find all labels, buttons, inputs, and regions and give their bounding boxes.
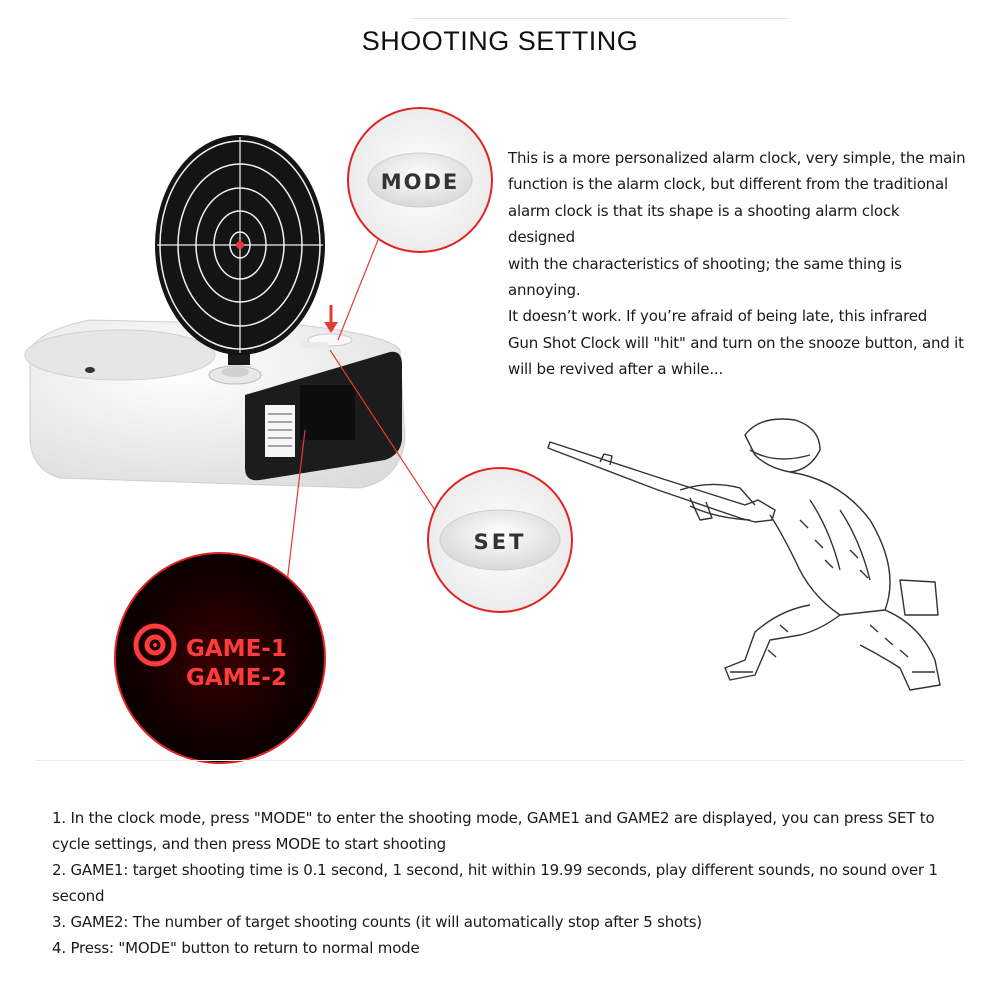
shooter-illustration (540, 410, 960, 700)
step-line: 4. Press: "MODE" button to return to normal mode (52, 939, 420, 957)
set-button-label: SET (473, 530, 527, 554)
title-rule (410, 18, 790, 19)
mode-callout (348, 108, 492, 252)
intro-paragraph (508, 145, 968, 383)
intro-line: will be revived after a while... (508, 360, 724, 379)
label-sticker (265, 405, 295, 457)
step-line: second (52, 887, 105, 905)
intro-line: function is the alarm clock, but different from the traditional (508, 175, 948, 194)
step-line: 3. GAME2: The number of target shooting counts (it will automatically stop after 5 shots) (52, 913, 702, 931)
step-line: 1. In the clock mode, press "MODE" to enter the shooting mode, GAME1 and GAME2 are displayed, you can press SET to (52, 809, 935, 827)
intro-line: This is a more personalized alarm clock, very simple, the main (508, 149, 966, 167)
step-line: cycle settings, and then press MODE to start shooting (52, 835, 446, 853)
intro-line: alarm clock is that its shape is a shooting alarm clock designed (508, 201, 900, 247)
mode-button-label: MODE (380, 170, 460, 194)
game-display-callout (115, 553, 325, 763)
product-illustration (0, 95, 527, 755)
intro-line: with the characteristics of shooting; the same thing is annoying. (508, 254, 902, 300)
step-line: 2. GAME1: target shooting time is 0.1 second, 1 second, hit within 19.99 seconds, play different sounds, no sound over 1 (52, 861, 938, 879)
intro-line: Gun Shot Clock will "hit" and turn on the snooze button, and it (508, 333, 964, 352)
game2-label: GAME-2 (186, 665, 287, 691)
game1-label: GAME-1 (186, 636, 287, 662)
section-divider (35, 760, 965, 761)
intro-line: It doesn’t work. If you’re afraid of being late, this infrared (508, 307, 928, 326)
instruction-steps (52, 805, 952, 961)
page-title: SHOOTING SETTING (361, 26, 639, 56)
